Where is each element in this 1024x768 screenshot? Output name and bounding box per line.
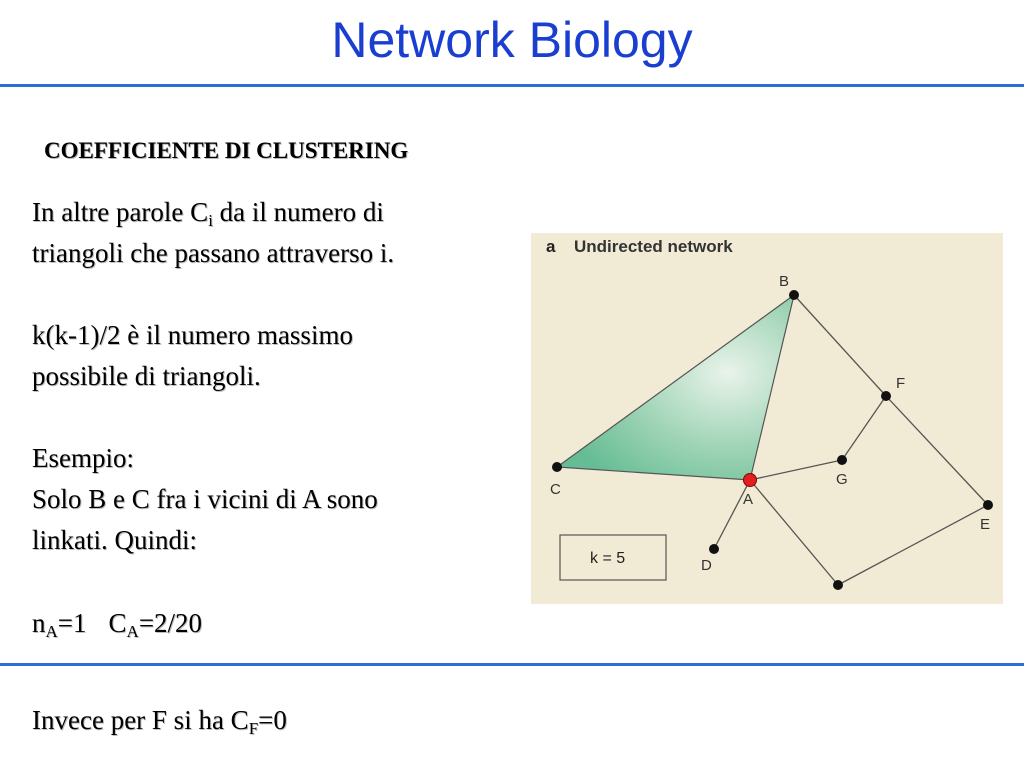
footer-note: Invece per F si ha $C_F=0$	[32, 705, 287, 738]
label-d: D	[701, 557, 712, 574]
label-f: F	[896, 375, 906, 392]
paragraph-2-line-2: possibile di triangoli.	[32, 361, 261, 391]
section-heading: COEFFICIENTE DI CLUSTERING	[44, 138, 409, 163]
label-e: E	[980, 516, 991, 533]
node-a	[744, 474, 757, 487]
label-c: C	[550, 481, 561, 498]
legend-text: k = 5	[590, 550, 626, 567]
edge-f-g	[842, 396, 886, 460]
node-d	[709, 544, 719, 554]
example-line-1: Solo B e C fra i vicini di A sono	[32, 484, 378, 514]
edge-h-e	[838, 505, 991, 585]
example-line-2: linkati. Quindi:	[32, 525, 197, 555]
node-b	[789, 290, 799, 300]
network-figure	[531, 233, 1003, 604]
edge-a-h	[750, 480, 838, 585]
formula-line: $n_A=1$ $C_A=2/20$	[32, 608, 203, 641]
network-diagram	[531, 233, 1003, 604]
edge-f-e	[886, 396, 988, 505]
top-divider	[0, 84, 1024, 87]
paragraph-1-line-1: In altre parole $C_i$ da il numero di	[32, 197, 384, 230]
edge-a-g	[750, 460, 842, 480]
edge-b-f	[794, 295, 886, 396]
slide-title: Network Biology	[331, 12, 693, 68]
panel-letter: a	[546, 237, 556, 256]
node-e	[983, 500, 993, 510]
label-b: B	[779, 273, 790, 290]
node-g	[837, 455, 847, 465]
node-c	[552, 462, 562, 472]
paragraph-2-line-1: k(k-1)/2 è il numero massimo	[32, 320, 353, 350]
paragraph-1-line-2: triangoli che passano attraverso i.	[32, 238, 395, 268]
bottom-divider	[0, 663, 1024, 666]
triangle-abc	[557, 295, 794, 480]
label-g: G	[836, 471, 848, 488]
example-label: Esempio:	[32, 443, 134, 473]
panel-title: Undirected network	[574, 237, 733, 256]
node-h	[833, 580, 843, 590]
node-f	[881, 391, 891, 401]
label-a: A	[743, 491, 754, 508]
